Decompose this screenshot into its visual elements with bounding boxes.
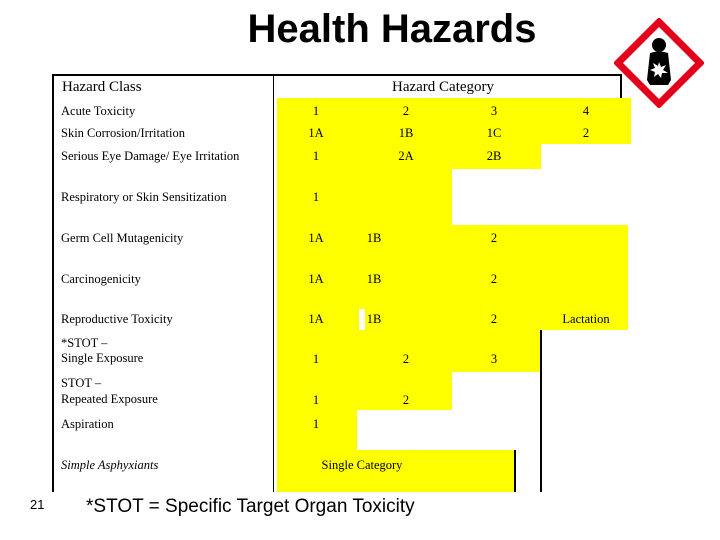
category-value: 1 (312, 149, 320, 163)
hazard-class-label: Respiratory or Skin Sensitization (61, 190, 227, 204)
category-value: 1 (312, 352, 320, 366)
hazard-class-label: Acute Toxicity (61, 104, 136, 118)
category-value: 2A (398, 149, 414, 163)
hazard-class-label: Carcinogenicity (61, 272, 141, 286)
category-value: 2 (582, 126, 590, 140)
category-value: 2 (402, 393, 410, 407)
hazard-class-label: *STOT – (61, 336, 108, 350)
category-value-lactation: Lactation (562, 312, 610, 326)
category-value: 2B (486, 149, 502, 163)
slide-number: 21 (30, 497, 45, 512)
category-value: 1B (366, 272, 382, 286)
page-title: Health Hazards (247, 7, 537, 51)
category-value: 2 (402, 352, 410, 366)
category-value: 1A (308, 312, 324, 326)
hazard-class-label: Skin Corrosion/Irritation (61, 126, 185, 140)
category-value: 1 (312, 104, 320, 118)
category-value: 1A (308, 272, 324, 286)
category-value: 1 (312, 190, 320, 204)
category-value: 1B (398, 126, 414, 140)
column-header-class: Hazard Class (62, 79, 142, 95)
hazard-class-label: Aspiration (61, 417, 114, 431)
category-value: 1A (308, 231, 324, 245)
hazard-class-label: Serious Eye Damage/ Eye Irritation (61, 149, 240, 163)
hazard-class-label: Simple Asphyxiants (61, 458, 159, 472)
category-value: 2 (402, 104, 410, 118)
category-value: 1B (366, 231, 382, 245)
column-header-category: Hazard Category (392, 79, 495, 95)
category-value: 2 (490, 231, 498, 245)
footnote: *STOT = Specific Target Organ Toxicity (86, 496, 415, 517)
category-value: 2 (490, 272, 498, 286)
category-value: 1 (312, 393, 320, 407)
health-hazard-icon (614, 18, 704, 108)
category-value: Single Category (321, 458, 403, 472)
category-value: 1 (312, 417, 320, 431)
hazard-class-label: Reproductive Toxicity (61, 312, 173, 326)
hazard-class-label: STOT – (61, 376, 102, 390)
category-value: 4 (582, 104, 590, 118)
category-value: 3 (490, 104, 498, 118)
hazard-class-label: Repeated Exposure (61, 392, 158, 406)
category-value: 1C (486, 126, 502, 140)
category-value: 3 (490, 352, 498, 366)
category-value: 1B (366, 312, 382, 326)
hazard-class-label: Single Exposure (61, 351, 144, 365)
category-value: 1A (308, 126, 324, 140)
category-value: 2 (490, 312, 498, 326)
hazard-class-label: Germ Cell Mutagenicity (61, 231, 184, 245)
